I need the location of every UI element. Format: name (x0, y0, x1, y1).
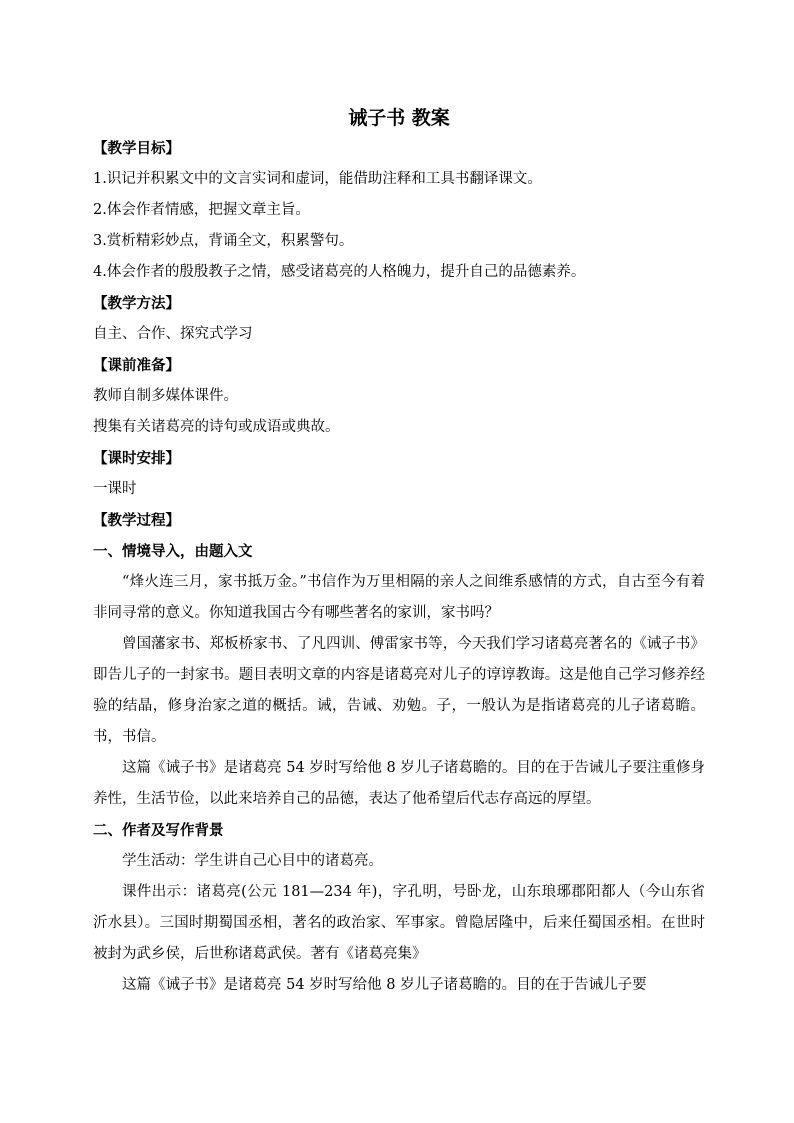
objective-item: 3.赏析精彩妙点，背诵全文，积累警句。 (93, 233, 354, 249)
section-paragraph: 曾国藩家书、郑板桥家书、了凡四训、傅雷家书等，今天我们学习诸葛亮著名的《诫子书》 即告儿子的一封家书。题目表明文章的内容是诸葛亮对儿子的谆谆教诲。这是他自己学习修养经验的结晶，修身治家之道的概括。诫，告诫、劝勉。子，一般认为是指诸葛亮的儿子诸葛瞻。书，书信。 (93, 636, 705, 745)
objective-item: 1.识记并积累文中的文言实词和虚词，能借助注释和工具书翻译课文。 (93, 171, 542, 187)
section-paragraph: 这篇《诫子书》是诸葛亮 54 岁时写给他 8 岁儿子诸葛瞻的。目的在于告诫儿子要 (122, 977, 647, 993)
preparation-item: 搜集有关诸葛亮的诗句或成语或典故。 (93, 419, 340, 435)
preparation-heading: 【课前准备】 (93, 357, 180, 374)
schedule-text: 一课时 (93, 481, 137, 497)
document-page (93, 103, 705, 1001)
section-heading: 二、作者及写作背景 (93, 822, 224, 839)
section-paragraph: 课件出示：诸葛亮(公元 181—234 年)，字孔明，号卧龙，山东琅琊郡阳都人（今山东省沂水县）。三国时期蜀国丞相，著名的政治家、军事家。曾隐居隆中，后来任蜀国丞相。在世时被封为武乡侯，后世称诸葛武侯。著有《诸葛亮集》 (93, 884, 705, 962)
section-heading: 一、情境导入，由题入文 (93, 543, 253, 560)
objective-item: 4.体会作者的殷殷教子之情，感受诸葛亮的人格魄力，提升自己的品德素养。 (93, 264, 586, 280)
preparation-item: 教师自制多媒体课件。 (93, 388, 238, 404)
document-title: 诫子书 教案 (348, 107, 450, 129)
process-heading: 【教学过程】 (93, 512, 180, 529)
objective-item: 2.体会作者情感，把握文章主旨。 (93, 202, 310, 218)
section-paragraph: “烽火连三月，家书抵万金。”书信作为万里相隔的亲人之间维系感情的方式，自古至今有着非同寻常的意义。你知道我国古今有哪些著名的家训，家书吗？ (93, 574, 705, 621)
section-paragraph: 这篇《诫子书》是诸葛亮 54 岁时写给他 8 岁儿子诸葛瞻的。目的在于告诫儿子要注重修身养性，生活节俭，以此来培养自己的品德，表达了他希望后代志存高远的厚望。 (93, 760, 705, 807)
section-paragraph: 学生活动：学生讲自己心目中的诸葛亮。 (122, 853, 383, 869)
methods-heading: 【教学方法】 (93, 295, 180, 312)
methods-text: 自主、合作、探究式学习 (93, 326, 253, 342)
objectives-heading: 【教学目标】 (93, 140, 180, 157)
schedule-heading: 【课时安排】 (93, 450, 180, 467)
